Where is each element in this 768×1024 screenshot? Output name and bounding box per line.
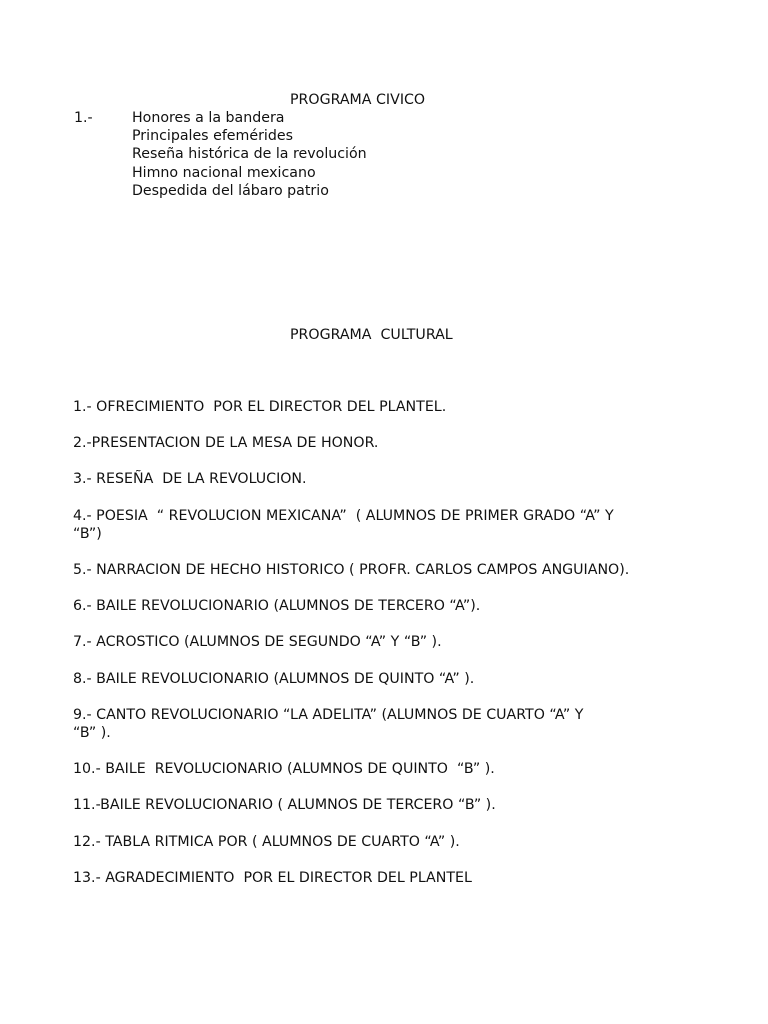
civic-item: Himno nacional mexicano [132, 164, 316, 181]
civic-program-list [132, 109, 367, 200]
cultural-item: 9.- CANTO REVOLUCIONARIO “LA ADELITA” (ALUMNOS DE CUARTO “A” Y “B” ). [73, 706, 584, 742]
cultural-program-list [73, 398, 713, 905]
cultural-item: 13.- AGRADECIMIENTO POR EL DIRECTOR DEL PLANTEL [73, 869, 472, 886]
cultural-item: 2.-PRESENTACION DE LA MESA DE HONOR. [73, 435, 379, 452]
cultural-item: 1.- OFRECIMIENTO POR EL DIRECTOR DEL PLANTEL. [73, 399, 447, 415]
cultural-item: 12.- TABLA RITMICA POR ( ALUMNOS DE CUARTO “A” ). [73, 833, 460, 850]
cultural-item: 8.- BAILE REVOLUCIONARIO (ALUMNOS DE QUINTO “A” ). [73, 670, 475, 687]
civic-item: Reseña histórica de la revolución [132, 146, 367, 163]
cultural-item: 11.-BAILE REVOLUCIONARIO ( ALUMNOS DE TERCERO “B” ). [73, 797, 496, 814]
civic-item: Honores a la bandera [132, 110, 285, 126]
cultural-item: 7.- ACROSTICO (ALUMNOS DE SEGUNDO “A” Y “B” ). [73, 634, 442, 651]
cultural-item: 10.- BAILE REVOLUCIONARIO (ALUMNOS DE QUINTO “B” ). [73, 761, 495, 778]
civic-item-number: 1.- [74, 110, 93, 126]
cultural-item: 3.- RESEÑA DE LA REVOLUCION. [73, 471, 307, 488]
civic-item: Despedida del lábaro patrio [132, 182, 329, 199]
cultural-item: 4.- POESIA “ REVOLUCION MEXICANA” ( ALUMNOS DE PRIMER GRADO “A” Y “B”) [73, 507, 614, 542]
cultural-item: 6.- BAILE REVOLUCIONARIO (ALUMNOS DE TERCERO “A”). [73, 598, 481, 615]
civic-program-title: PROGRAMA CIVICO [290, 92, 426, 108]
civic-item: Principales efemérides [132, 128, 293, 145]
cultural-item: 5.- NARRACION DE HECHO HISTORICO ( PROFR. CARLOS CAMPOS ANGUIANO). [73, 562, 630, 579]
cultural-program-title: PROGRAMA CULTURAL [290, 327, 453, 343]
